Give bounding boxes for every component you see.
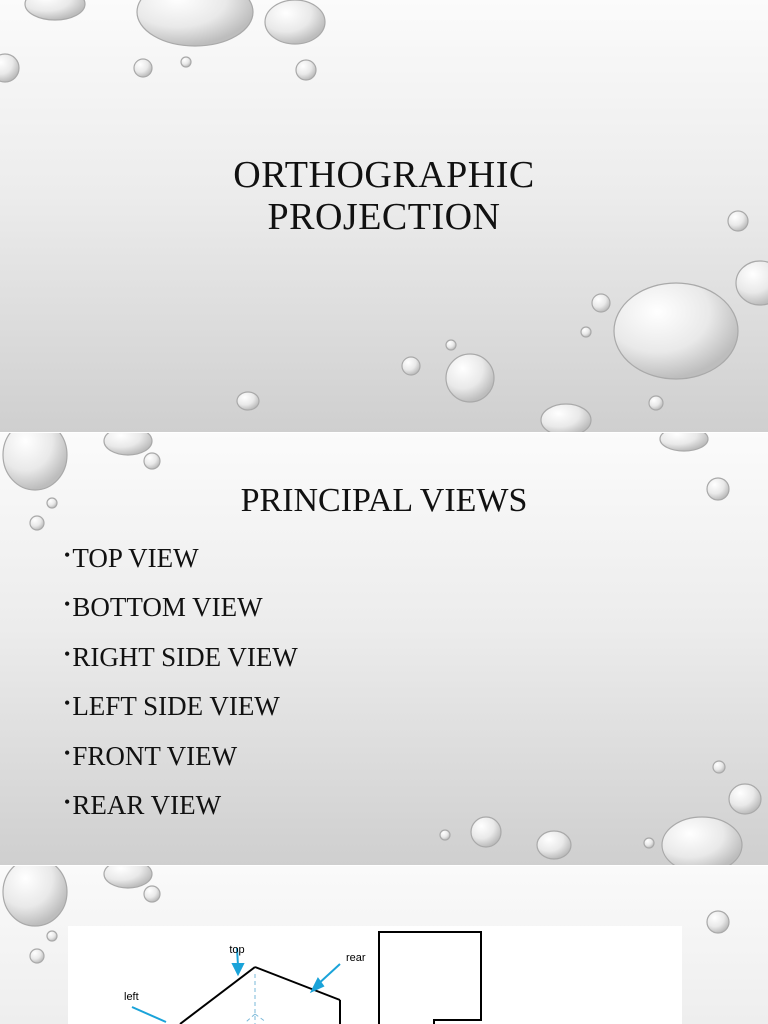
slide-title [0,154,768,238]
list-item [64,638,298,687]
title-line-2: PROJECTION [267,196,501,238]
list-item-label: FRONT VIEW [72,740,238,771]
left-arrow-line [132,1007,166,1022]
list-item [64,737,298,786]
projection-diagram-slide [0,866,768,1024]
list-item [64,539,298,588]
block-edge [180,967,255,1024]
isometric-block-diagram [68,926,682,1024]
label-rear: rear [346,952,366,964]
bullet-icon: • [64,594,71,615]
hidden-edge [255,1014,266,1022]
views-list [64,539,298,835]
block-edge [255,967,340,1000]
bullet-icon: • [64,545,71,565]
list-item [64,588,298,637]
title-line-1: ORTHOGRAPHIC [233,154,535,196]
list-item-label: RIGHT SIDE VIEW [72,641,298,672]
principal-views-slide [0,433,768,865]
bullet-icon: • [64,693,71,714]
bullet-icon: • [64,643,71,664]
label-left: left [124,991,139,1003]
bullet-icon: • [64,791,71,812]
list-item [64,687,298,736]
slide-heading: PRINCIPAL VIEWS [240,482,528,519]
list-item-label: LEFT SIDE VIEW [72,691,280,722]
list-item-label: REAR VIEW [72,789,222,820]
diagram-figure [68,926,682,1024]
projected-view-outline [379,932,481,1024]
hidden-edge [246,1014,255,1022]
list-item-label: BOTTOM VIEW [72,592,263,623]
label-top: top [229,944,245,956]
bullet-icon: • [64,742,71,763]
list-item [64,786,298,835]
arrow-head-icon [233,964,243,974]
title-slide [0,0,768,432]
list-item-label: TOP VIEW [72,543,199,573]
